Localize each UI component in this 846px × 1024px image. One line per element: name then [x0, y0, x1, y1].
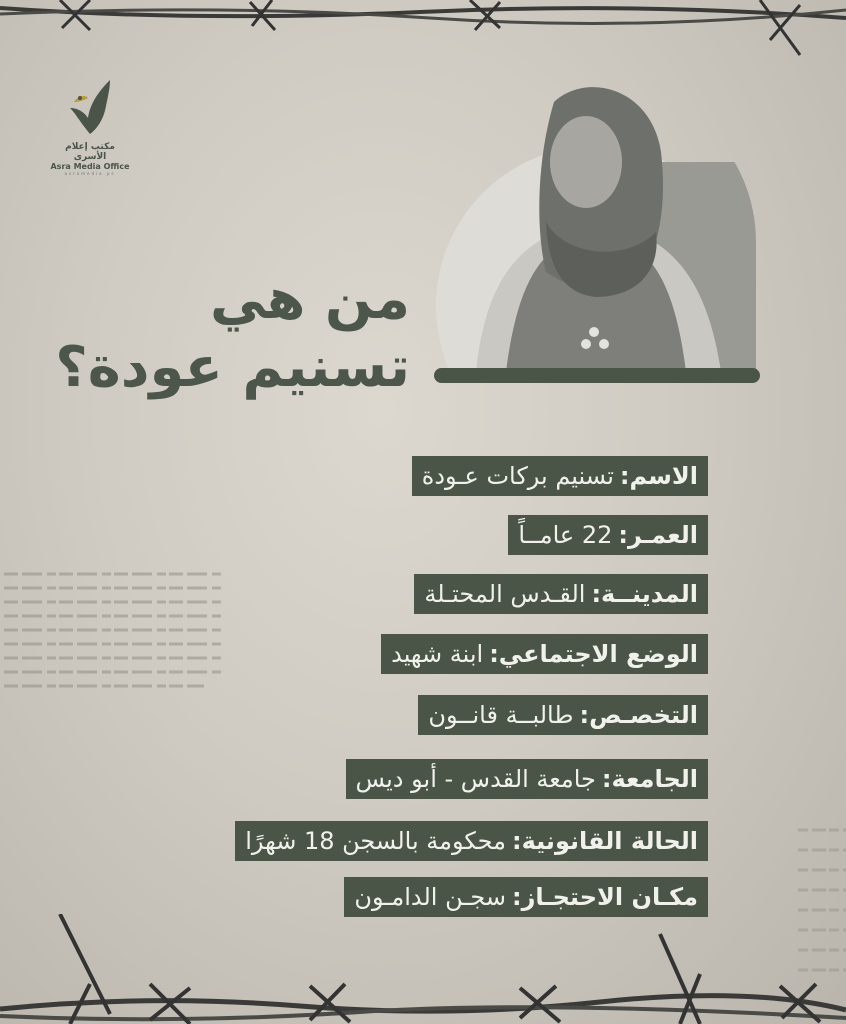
- fact-key: التخصـص:: [579, 701, 698, 729]
- fact-value: القـدس المحتـلة: [424, 580, 586, 608]
- fact-value: جامعة القدس - أبو ديس: [355, 765, 596, 793]
- fact-value: 22 عامــاً: [518, 521, 613, 549]
- fact-row-detention-place: [344, 877, 708, 917]
- fact-row-social-status: [381, 634, 708, 674]
- barbed-wire-bottom: [0, 914, 846, 1024]
- fact-value: محكومة بالسجن 18 شهرًا: [245, 827, 506, 855]
- fact-key: الجامعة:: [601, 765, 698, 793]
- logo-name-ar: مكتب إعلام الأسرى: [65, 142, 115, 162]
- fact-key: العمـر:: [618, 521, 698, 549]
- headline-line-1: من هي: [209, 267, 410, 332]
- fact-value: تسنيم بركات عـودة: [421, 462, 614, 490]
- fact-key: الحالة القانونية:: [511, 827, 698, 855]
- fact-key: الاسم:: [619, 462, 698, 490]
- portrait-photo: [436, 82, 756, 372]
- fact-row-university: [346, 759, 708, 799]
- logo-name-en: Asra Media Office: [50, 162, 130, 171]
- fact-key: مكـان الاحتجـاز:: [512, 883, 698, 911]
- fact-row-city: [414, 574, 708, 614]
- headline: [55, 268, 410, 404]
- portrait-illustration: [436, 82, 756, 372]
- fact-row-age: [508, 515, 708, 555]
- fact-row-legal-status: [235, 821, 708, 861]
- dove-icon: [60, 78, 120, 140]
- fact-value: سجـن الدامـون: [354, 883, 506, 911]
- fact-value: طالبــة قانــون: [428, 701, 574, 729]
- fact-key: المدينــة:: [591, 580, 698, 608]
- fact-row-major: [418, 695, 708, 735]
- asra-media-logo: [50, 78, 130, 176]
- fact-key: الوضع الاجتماعي:: [489, 640, 698, 668]
- fact-value: ابنة شهيد: [391, 640, 484, 668]
- logo-site: asramedia.ps: [64, 171, 116, 176]
- barbed-wire-top: [0, 0, 846, 70]
- headline-line-2: تسنيم عودة؟: [55, 335, 410, 400]
- photo-underline-bar: [434, 368, 760, 383]
- fact-row-name: [412, 456, 708, 496]
- background-newspaper-texture: [4, 566, 224, 706]
